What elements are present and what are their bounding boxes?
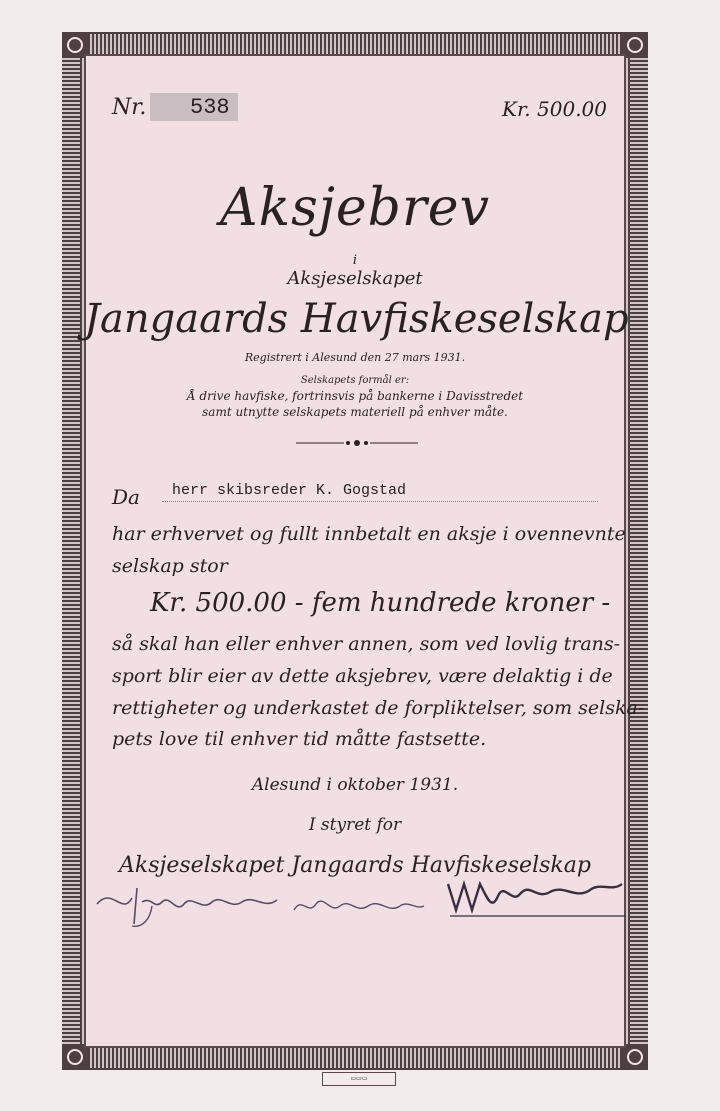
body-line: så skal han eller enhver annen, som ved lovlig trans- (112, 633, 621, 655)
purpose-line: Å drive havfiske, fortrinsvis på bankerne i Davisstredet (186, 389, 524, 403)
number-label: Nr. (112, 95, 147, 120)
purpose-label: Selskapets formål er: (300, 375, 410, 386)
place-date: Alesund i oktober 1931. (251, 775, 459, 795)
certificate-number: 538 (190, 95, 230, 120)
holder-dotted-line (162, 501, 598, 502)
board-company: Aksjeselskapet Jangaards Havfiskeselskap (119, 853, 591, 878)
body-line: pets love til enhver tid måtte fastsette. (112, 728, 487, 750)
signature-1 (92, 876, 292, 936)
body-line: sport blir eier av dette aksjebrev, være delaktig i de (112, 665, 613, 687)
board-line: I styret for (308, 815, 402, 835)
company-prefix: Aksjeselskapet (287, 268, 423, 289)
body-line: rettigheter og underkastet de forpliktelser, som selska- (112, 697, 645, 719)
title-connector: i (352, 253, 358, 268)
decorative-border-right (630, 32, 648, 1070)
da-word: Da (112, 485, 140, 509)
amount-line: Kr. 500.00 - fem hundrede kroner - (150, 588, 611, 618)
divider-ornament-icon (296, 439, 418, 447)
decorative-border-left (62, 32, 80, 1070)
registration-line: Registrert i Alesund den 27 mars 1931. (244, 351, 466, 364)
body-line: selskap stor (112, 555, 228, 577)
holder-name: herr skibsreder K. Gogstad (172, 482, 407, 499)
printer-mark: ▭▭▭ (322, 1072, 396, 1086)
purpose-line: samt utnytte selskapets materiell på enhver måte. (202, 405, 508, 419)
body-line: har erhvervet og fullt innbetalt en aksje i ovennevnte (112, 523, 626, 545)
document-title: Aksjebrev (220, 178, 490, 238)
signature-2 (290, 888, 430, 924)
company-name: Jangaards Havfiskeselskap (84, 296, 629, 342)
signature-3 (440, 870, 630, 930)
face-value: Kr. 500.00 (502, 97, 607, 121)
